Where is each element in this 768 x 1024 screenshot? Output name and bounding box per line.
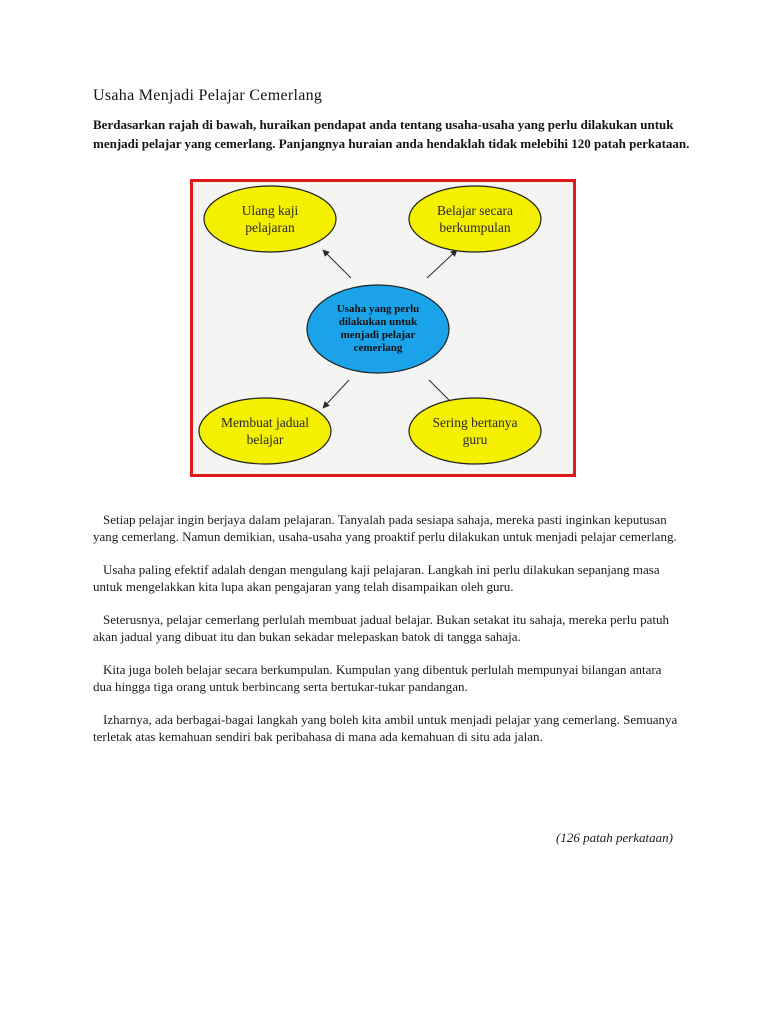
word-count-note: (126 patah perkataan) <box>556 830 673 845</box>
node-jadual-belajar: Membuat jadual belajar <box>220 415 310 447</box>
essay-paragraph: Seterusnya, pelajar cemerlang perlulah membuat jadual belajar. Bukan setakat itu sahaja, mereka perlu patuh akan jadual yang dibuat itu dan bukan sekadar melepaskan batok di tangga sahaja. <box>93 612 669 644</box>
essay-paragraph: Setiap pelajar ingin berjaya dalam pelajaran. Tanyalah pada sesiapa sahaja, mereka pasti inginkan keputusan yang cemerlang. Namun demikian, usaha-usaha yang proaktif perlu dilakukan untuk menjadi pelajar cemerlang. <box>93 512 677 544</box>
arrow-to-top-right <box>427 250 457 278</box>
question-instructions: Berdasarkan rajah di bawah, huraikan pendapat anda tentang usaha-usaha yang perlu dilakukan untuk menjadi pelajar yang cemerlang. Panjangnya huraian anda hendaklah tidak melebihi 120 patah perkataan. <box>93 117 690 151</box>
essay-paragraph: Kita juga boleh belajar secara berkumpulan. Kumpulan yang dibentuk perlulah mempunyai bilangan antara dua hingga tiga orang untuk berbincang serta bertukar-tukar pandangan. <box>93 662 662 694</box>
node-bertanya-guru: Sering bertanya guru <box>432 415 518 447</box>
node-belajar-berkumpulan: Belajar secara berkumpulan <box>436 203 514 235</box>
essay-paragraph: Izharnya, ada berbagai-bagai langkah yang boleh kita ambil untuk menjadi pelajar yang cemerlang. Semuanya terletak atas kemahuan sendiri bak peribahasa di mana ada kemahuan di situ ada jalan. <box>93 712 678 744</box>
document-title: Usaha Menjadi Pelajar Cemerlang <box>93 87 323 104</box>
essay-paragraph: Usaha paling efektif adalah dengan mengulang kaji pelajaran. Langkah ini perlu dilakukan sepanjang masa untuk mengelakkan kita lupa akan pengajaran yang telah disampaikan oleh guru. <box>93 562 660 594</box>
arrow-to-top-left <box>323 250 351 278</box>
essay-body <box>93 512 683 762</box>
node-ulang-kaji: Ulang kaji pelajaran <box>241 203 299 235</box>
mind-map-diagram <box>190 179 576 477</box>
node-center-topic: Usaha yang perlu dilakukan untuk menjadi pelajar cemerlang <box>336 303 420 354</box>
